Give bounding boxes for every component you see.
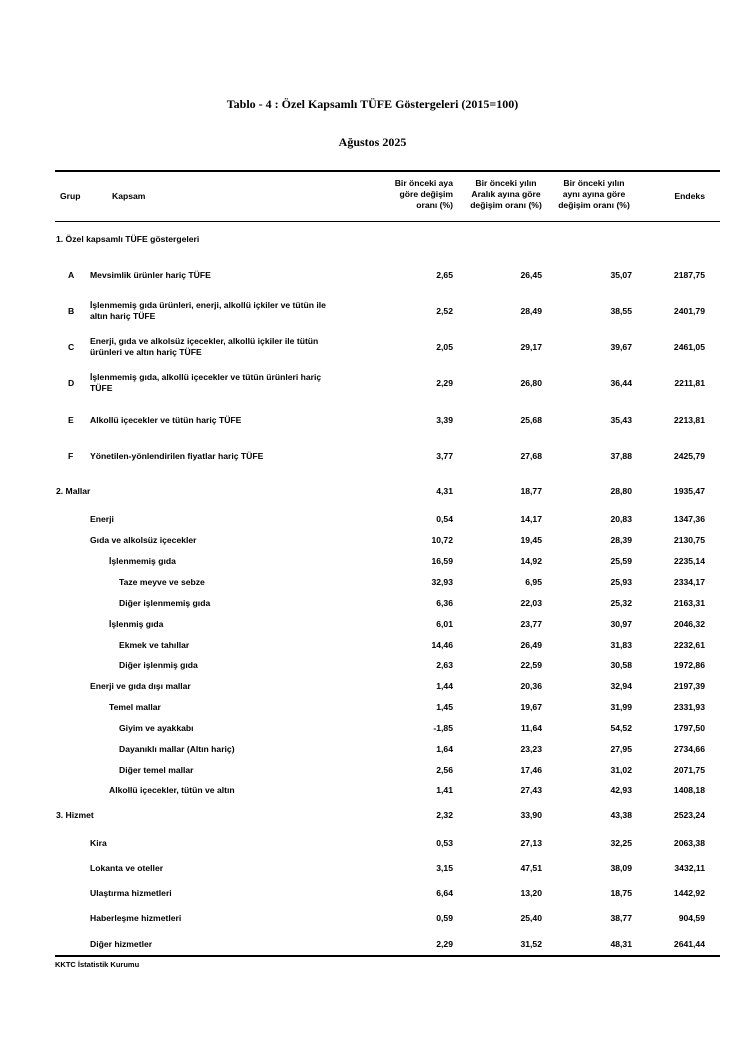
row-december-change: 26,45 [520,269,542,280]
row-december-change: 26,80 [520,377,542,388]
row-december-change: 33,90 [520,809,542,820]
row-group-code: C [68,341,75,352]
row-group-code: B [68,305,75,316]
row-annual-change: 25,32 [610,597,632,608]
row-scope-line: Alkollü içecekler ve tütün hariç TÜFE [90,414,242,425]
row-annual-change: 18,75 [610,887,632,898]
row-december-change: 22,59 [520,659,542,670]
row-december-change: 27,68 [520,450,542,461]
row-scope-line: Enerji, gıda ve alkolsüz içecekler, alkollü içkiler ile tütün [90,336,319,346]
row-scope [56,810,94,821]
row-scope [119,598,210,609]
row-monthly-change: 2,29 [436,938,453,949]
row-annual-change: 32,94 [610,680,632,691]
row-index: 904,59 [678,912,705,923]
row-index: 2331,93 [673,701,705,712]
top-rule [55,170,720,172]
row-index: 3432,11 [674,862,705,873]
row-monthly-change: 4,31 [436,485,453,496]
row-december-change: 11,64 [520,722,542,733]
row-index: 2063,38 [673,837,705,848]
row-annual-change: 20,83 [610,513,632,524]
row-scope [119,640,189,651]
row-monthly-change: 1,41 [436,784,453,795]
row-scope-line: Lokanta ve oteller [90,862,164,873]
row-scope-line: Ekmek ve tahıllar [119,639,190,650]
row-scope-line: ürünleri ve altın hariç TÜFE [90,347,202,357]
row-index: 2187,75 [673,269,705,280]
row-index: 1797,50 [673,722,705,733]
row-december-change: 27,13 [520,837,542,848]
section-1-label: 1. Özel kapsamlı TÜFE göstergeleri [56,234,200,244]
row-scope [90,838,107,849]
row-annual-change: 42,93 [610,784,632,795]
row-december-change: 29,17 [520,341,542,352]
row-annual-change: 25,93 [610,576,632,587]
row-scope [90,300,326,322]
row-scope-line: Temel mallar [109,701,161,712]
row-index: 2641,44 [673,938,705,949]
row-monthly-change: 0,54 [436,513,453,524]
row-annual-change: 32,25 [610,837,632,848]
row-december-change: 26,49 [520,639,542,650]
row-scope [90,451,263,462]
row-scope [119,577,205,588]
row-scope [90,913,181,924]
row-monthly-change: 14,46 [431,639,453,650]
row-annual-change: 30,58 [610,659,632,670]
row-scope [109,556,176,567]
row-monthly-change: 6,36 [436,597,453,608]
table-title: Tablo - 4 : Özel Kapsamlı TÜFE Göstergeleri (2015=100) [226,97,519,111]
row-monthly-change: 3,77 [436,450,453,461]
row-monthly-change: 2,29 [436,377,453,388]
row-scope [90,514,114,525]
row-annual-change: 31,83 [610,639,632,650]
row-group-code: A [68,269,75,280]
header-monthly-change: Bir önceki aya göre değişim oranı (%) [394,178,453,210]
row-scope [90,270,211,281]
row-december-change: 22,03 [520,597,542,608]
row-scope [119,723,194,734]
row-scope-line: Alkollü içecekler, tütün ve altın [109,784,235,795]
row-scope-line: Haberleşme hizmetleri [90,912,182,923]
row-scope-line: TÜFE [90,383,113,393]
row-monthly-change: 6,01 [436,618,453,629]
row-monthly-change: 1,44 [436,680,453,691]
row-annual-change: 48,31 [610,938,632,949]
row-scope-line: Giyim ve ayakkabı [119,722,194,733]
row-index: 1408,18 [673,784,705,795]
row-monthly-change: 1,45 [436,701,453,712]
row-monthly-change: 3,15 [436,862,453,873]
row-monthly-change: 32,93 [431,576,453,587]
row-monthly-change: 3,39 [436,414,453,425]
row-scope-line: 2. Mallar [56,485,91,496]
row-index: 2461,05 [673,341,705,352]
row-december-change: 14,92 [520,555,542,566]
row-scope-line: Mevsimlik ürünler hariç TÜFE [90,269,211,280]
row-annual-change: 28,39 [610,534,632,545]
row-december-change: 31,52 [520,938,542,949]
row-index: 2046,32 [673,618,705,629]
row-monthly-change: 6,64 [436,887,453,898]
row-annual-change: 54,52 [610,722,632,733]
header-rule [55,221,720,222]
row-scope-line: Kira [90,837,107,848]
row-annual-change: 31,99 [610,701,632,712]
row-scope [56,486,90,497]
row-scope [119,744,235,755]
row-december-change: 28,49 [520,305,542,316]
row-december-change: 27,43 [520,784,542,795]
row-december-change: 14,17 [520,513,542,524]
row-scope-line: Yönetilen-yönlendirilen fiyatlar hariç TÜFE [90,450,264,461]
row-scope-line: İşlenmiş gıda [109,618,164,629]
row-scope [109,785,235,796]
row-scope-line: Enerji ve gıda dışı mallar [90,680,191,691]
row-annual-change: 37,88 [610,450,632,461]
row-index: 2163,31 [673,597,705,608]
row-december-change: 17,46 [520,764,542,775]
row-scope-line: Diğer hizmetler [90,938,153,949]
row-annual-change: 31,02 [610,764,632,775]
row-scope-line: Ulaştırma hizmetleri [90,887,172,898]
row-annual-change: 39,67 [610,341,632,352]
row-scope [119,765,194,776]
row-scope [90,863,163,874]
row-index: 1442,92 [673,887,705,898]
row-december-change: 25,40 [520,912,542,923]
row-scope [90,535,197,546]
row-group-code: D [68,377,75,388]
header-grup: Grup [60,191,81,201]
header-annual-change: Bir önceki yılın aynı ayına göre değişim oranı (%) [558,178,630,210]
row-december-change: 47,51 [520,862,542,873]
row-december-change: 20,36 [520,680,542,691]
row-index: 2401,79 [673,305,705,316]
row-index: 2334,17 [673,576,705,587]
row-scope-line: Diğer temel mallar [119,764,194,775]
row-monthly-change: 16,59 [431,555,453,566]
row-monthly-change: 2,56 [436,764,453,775]
row-index: 2734,66 [673,743,705,754]
row-december-change: 23,77 [520,618,542,629]
row-annual-change: 38,77 [610,912,632,923]
row-scope-line: 3. Hizmet [56,809,94,820]
row-scope [90,372,321,394]
bottom-rule [55,955,720,957]
row-monthly-change: 1,64 [436,743,453,754]
row-scope-line: Diğer işlenmiş gıda [119,659,198,670]
row-annual-change: 43,38 [610,809,632,820]
row-scope-line: İşlenmemiş gıda, alkollü içecekler ve tütün ürünleri hariç [90,372,322,382]
row-monthly-change: 2,65 [436,269,453,280]
row-december-change: 19,67 [520,701,542,712]
row-monthly-change: 2,32 [436,809,453,820]
row-scope [90,681,191,692]
row-index: 1972,86 [673,659,705,670]
row-annual-change: 35,07 [610,269,632,280]
row-annual-change: 35,43 [610,414,632,425]
row-index: 2425,79 [673,450,705,461]
row-group-code: F [68,450,74,461]
row-december-change: 23,23 [520,743,542,754]
row-scope-line: Taze meyve ve sebze [119,576,205,587]
row-december-change: 18,77 [520,485,542,496]
row-monthly-change: -1,85 [433,722,453,733]
row-annual-change: 30,97 [610,618,632,629]
header-kapsam: Kapsam [112,191,146,201]
row-scope [119,660,198,671]
row-scope-line: Enerji [90,513,114,524]
header-index: Endeks [674,191,705,201]
row-scope-line: Diğer işlenmemiş gıda [119,597,211,608]
row-scope-line: İşlenmemiş gıda ürünleri, enerji, alkollü içkiler ve tütün ile [90,300,326,310]
table-subtitle: Ağustos 2025 [338,135,407,149]
row-annual-change: 25,59 [610,555,632,566]
row-index: 2523,24 [673,809,705,820]
row-index: 2071,75 [673,764,705,775]
row-scope-line: altın hariç TÜFE [90,311,156,321]
row-scope-line: Dayanıklı mallar (Altın hariç) [119,743,235,754]
row-index: 2197,39 [673,680,705,691]
row-index: 2130,75 [673,534,705,545]
row-december-change: 13,20 [520,887,542,898]
row-group-code: E [68,414,74,425]
row-annual-change: 36,44 [610,377,632,388]
source-footer: KKTC İstatistik Kurumu [55,960,140,969]
row-annual-change: 38,09 [610,862,632,873]
row-december-change: 19,45 [520,534,542,545]
row-scope-line: Gıda ve alkolsüz içecekler [90,534,197,545]
row-annual-change: 38,55 [610,305,632,316]
row-index: 2235,14 [673,555,705,566]
row-monthly-change: 2,63 [436,659,453,670]
row-scope [90,415,241,426]
row-scope [90,888,172,899]
header-december-change: Bir önceki yılın Aralık ayına göre değişim oranı (%) [470,178,542,210]
row-index: 1935,47 [673,485,705,496]
row-scope [90,336,318,358]
row-monthly-change: 0,59 [436,912,453,923]
row-index: 2232,61 [673,639,705,650]
row-index: 2213,81 [673,414,705,425]
row-annual-change: 27,95 [610,743,632,754]
row-scope [109,619,163,630]
row-index: 1347,36 [673,513,705,524]
row-december-change: 6,95 [525,576,542,587]
row-scope-line: İşlenmemiş gıda [109,555,176,566]
row-december-change: 25,68 [520,414,542,425]
row-monthly-change: 2,05 [436,341,453,352]
row-monthly-change: 2,52 [436,305,453,316]
row-monthly-change: 0,53 [436,837,453,848]
row-annual-change: 28,80 [610,485,632,496]
row-monthly-change: 10,72 [431,534,453,545]
row-scope [90,939,152,950]
row-index: 2211,81 [674,377,705,388]
row-scope [109,702,161,713]
